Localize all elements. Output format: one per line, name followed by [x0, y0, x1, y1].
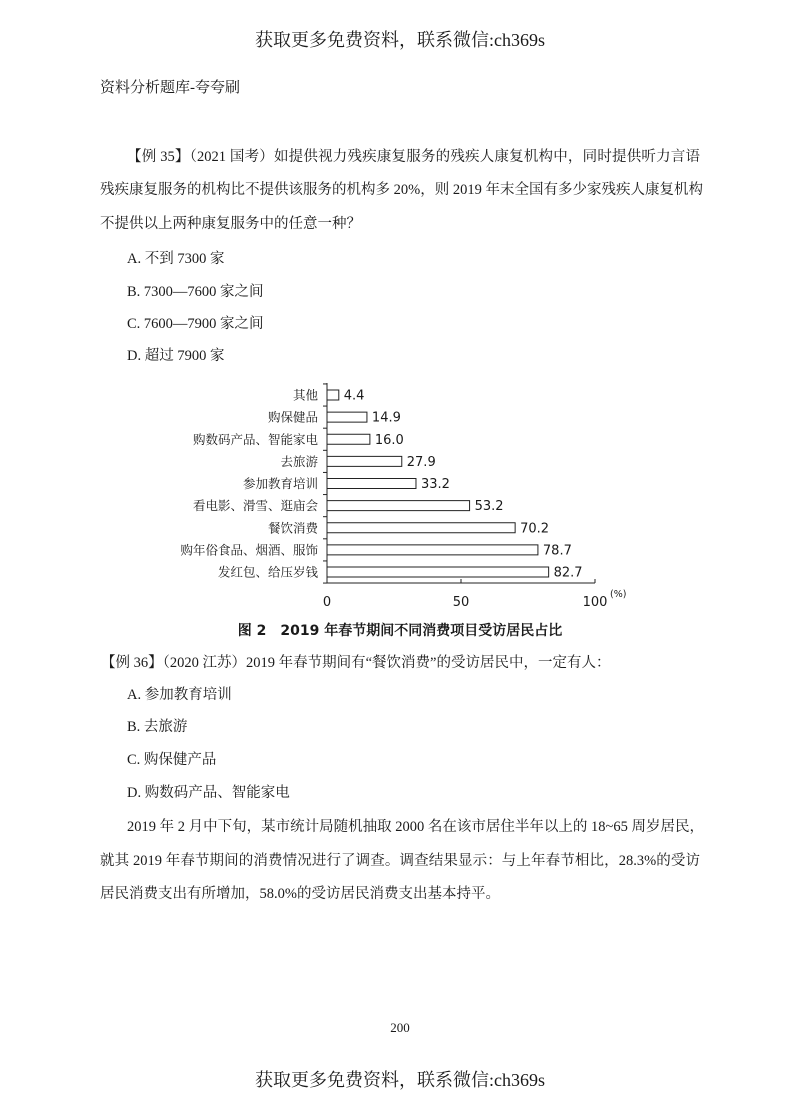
q36-option-b: B. 去旅游 — [127, 719, 188, 735]
page-number: 200 — [390, 1020, 410, 1035]
q36-option-d: D. 购数码产品、智能家电 — [127, 785, 290, 801]
chart-value-label: 70.2 — [520, 521, 550, 537]
chart-bar — [327, 479, 416, 489]
chart-bar — [327, 412, 367, 422]
q35-option-d: D. 超过 7900 家 — [127, 348, 225, 364]
q35-stem-line-3: 不提供以上两种康复服务中的任意一种？ — [100, 216, 361, 232]
chart-x-unit-label: (%) — [610, 589, 627, 600]
chart-value-label: 14.9 — [371, 410, 401, 426]
chart-value-label: 53.2 — [474, 499, 504, 515]
chart-bar — [327, 456, 402, 466]
passage-line-2: 就其 2019 年春节期间的消费情况进行了调查。调查结果显示：与上年春节相比，28.3%的受访 — [100, 853, 700, 869]
chart-value-label: 33.2 — [420, 477, 450, 492]
chart-x-tick-label: 0 — [322, 595, 332, 610]
consumption-bar-chart — [150, 378, 650, 613]
chart-bar — [327, 390, 339, 400]
header-banner: 获取更多免费资料，联系微信:ch369s — [255, 30, 545, 50]
chart-category-label: 购年俗食品、烟酒、服饰 — [180, 542, 318, 558]
chart-value-label: 82.7 — [553, 565, 583, 581]
q36-option-a: A. 参加教育培训 — [127, 687, 232, 703]
passage-line-3: 居民消费支出有所增加，58.0%的受访居民消费支出基本持平。 — [100, 886, 500, 902]
chart-category-label: 购数码产品、智能家电 — [192, 431, 318, 447]
chart-category-label: 其他 — [292, 387, 318, 403]
chart-bar — [327, 523, 515, 533]
q36-stem: 【例 36】（2020 江苏）2019 年春节期间有“餐饮消费”的受访居民中，一定有人： — [101, 655, 611, 671]
q35-option-a: A. 不到 7300 家 — [127, 251, 225, 267]
chart-category-label: 去旅游 — [280, 453, 318, 469]
chart-value-label: 78.7 — [542, 543, 572, 559]
chart-x-tick-label: 50 — [452, 595, 470, 610]
chart-bar — [327, 501, 470, 511]
chart-category-label: 发红包、给压岁钱 — [217, 564, 318, 580]
q35-stem-line-2: 残疾康复服务的机构比不提供该服务的机构多 20%，则 2019 年末全国有多少家残疾人康复机构 — [100, 182, 703, 198]
q35-option-b: B. 7300—7600 家之间 — [127, 284, 264, 300]
chart-category-label: 参加教育培训 — [242, 476, 318, 491]
chart-bar — [327, 545, 538, 555]
header-subtitle: 资料分析题库-夸夸刷 — [100, 80, 240, 96]
chart-category-label: 购保健品 — [267, 409, 318, 425]
chart-category-label: 看电影、滑雪、逛庙会 — [192, 498, 318, 514]
chart-bar — [327, 434, 370, 444]
passage-line-1: 2019 年 2 月中下旬，某市统计局随机抽取 2000 名在该市居住半年以上的 18~65 周岁居民， — [127, 819, 704, 835]
chart-x-tick-label: 100 — [582, 595, 608, 610]
chart-category-label: 餐饮消费 — [267, 520, 318, 536]
q35-stem-line-1: 【例 35】（2021 国考）如提供视力残疾康复服务的残疾人康复机构中，同时提供听力言语 — [127, 149, 700, 165]
chart-value-label: 27.9 — [406, 454, 436, 470]
chart-value-label: 16.0 — [374, 432, 404, 448]
chart-caption: 图 2 2019 年春节期间不同消费项目受访居民占比 — [237, 623, 563, 639]
footer-banner: 获取更多免费资料，联系微信:ch369s — [255, 1070, 545, 1090]
chart-value-label: 4.4 — [343, 388, 365, 404]
q35-option-c: C. 7600—7900 家之间 — [127, 316, 264, 332]
q36-option-c: C. 购保健产品 — [127, 752, 217, 768]
chart-bar — [327, 567, 549, 577]
